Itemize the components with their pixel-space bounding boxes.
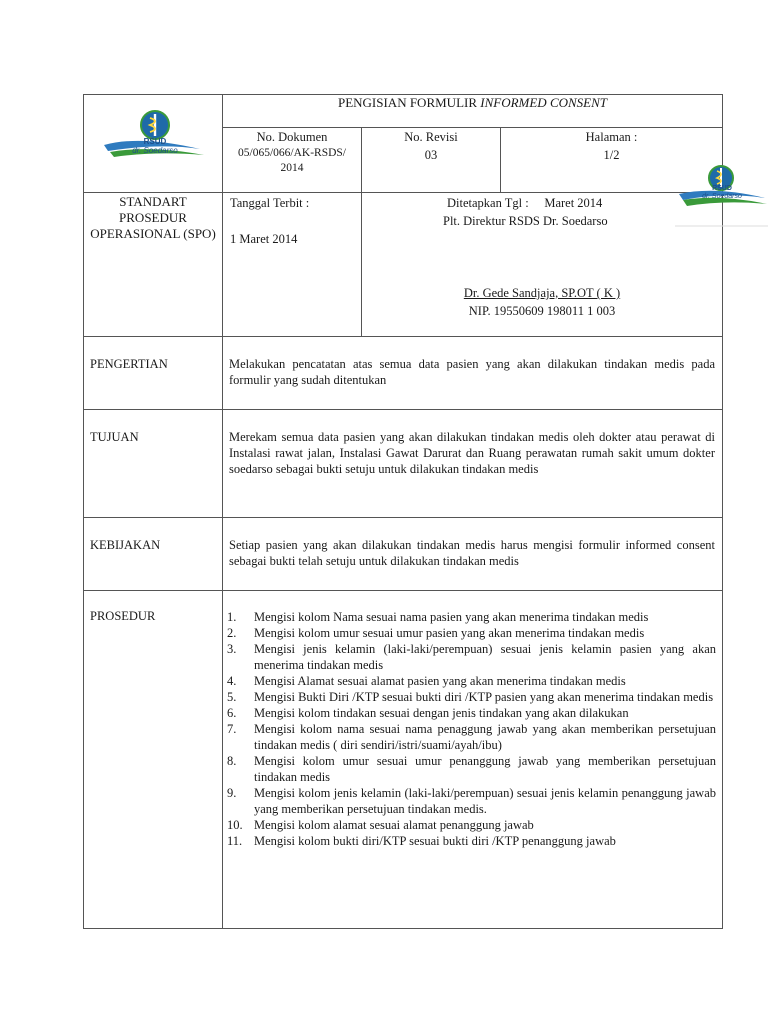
logo-text-top: RSUD (143, 137, 167, 146)
document-title-plain: PENGISIAN FORMULIR (337, 95, 481, 110)
procedure-step-text: Mengisi kolom tindakan sesuai dengan jenis tindakan yang akan dilakukan (254, 706, 629, 720)
revision-label: No. Revisi (404, 130, 458, 144)
section-text-tujuan: Merekam semua data pasien yang akan dilakukan tindakan medis oleh dokter atau perawat di Instalasi rawat jalan, Instalasi Gawat Darurat dan Ruang perawatan rumah sakit umum dokter soedarso sebagai bukti setuju untuk dilakukan tindakan medis (229, 430, 715, 476)
procedure-step-text: Mengisi kolom umur sesuai umur pasien yang akan menerima tindakan medis (254, 626, 645, 640)
row-divider-spo (83, 336, 722, 337)
procedure-step (227, 625, 716, 641)
signer-name: Dr. Gede Sandjaja, SP.OT ( K ) (463, 286, 621, 300)
document-title (223, 95, 722, 111)
hospital-logo (100, 105, 210, 167)
procedure-step (227, 753, 716, 785)
procedure-step (227, 673, 716, 689)
procedure-step (227, 609, 716, 625)
issued-date-label: Tanggal Terbit : (230, 196, 310, 210)
procedure-step (227, 721, 716, 753)
logo-text-bottom: dr. Soedarso (132, 146, 178, 155)
procedure-step-number: 9. (227, 786, 237, 800)
logo-secondary-text-top: RSUD (712, 185, 732, 192)
set-date-label: Ditetapkan Tgl : (447, 196, 529, 210)
section-text-pengertian: Melakukan pencatatan atas semua data pasien yang akan dilakukan tindakan medis pada formulir yang sudah ditentukan (229, 357, 715, 387)
doc-number-label: No. Dokumen (256, 130, 328, 144)
procedure-step (227, 641, 716, 673)
row-divider-kebijakan (83, 590, 722, 591)
set-date-value: Maret 2014 (544, 196, 603, 210)
section-label-kebijakan: KEBIJAKAN (90, 538, 161, 552)
page-label: Halaman : (585, 130, 638, 144)
procedure-step (227, 705, 716, 721)
procedure-step-text: Mengisi Alamat sesuai alamat pasien yang akan menerima tindakan medis (254, 674, 626, 688)
procedure-step-text: Mengisi kolom Nama sesuai nama pasien yang akan menerima tindakan medis (254, 610, 649, 624)
table-border-bottom (83, 928, 722, 929)
section-label-pengertian: PENGERTIAN (90, 357, 168, 371)
section-text-kebijakan: Setiap pasien yang akan dilakukan tindakan medis harus mengisi formulir informed consent sebagai bukti telah setuju untuk dilakukan tindakan medis (229, 538, 715, 568)
page-value: 1/2 (603, 148, 620, 162)
hospital-logo-icon (100, 105, 210, 167)
set-date-row (447, 195, 717, 211)
procedure-step (227, 689, 716, 705)
procedure-step-text: Mengisi kolom alamat sesuai alamat penanggung jawab (254, 818, 534, 832)
procedure-step-number: 2. (227, 626, 237, 640)
procedure-step (227, 817, 716, 833)
column-divider (222, 94, 223, 929)
procedure-step-number: 4. (227, 674, 237, 688)
procedure-step-number: 8. (227, 754, 237, 768)
procedure-step-text: Mengisi kolom jenis kelamin (laki-laki/perempuan) sesuai jenis kelamin penanggung jawab yang memberikan persetujuan tindakan medis. (254, 786, 716, 816)
spo-label: STANDART PROSEDUR OPERASIONAL (SPO) (90, 194, 216, 241)
row-divider-tujuan (83, 517, 722, 518)
logo-secondary-text-bottom: dr. Soedarso (702, 193, 742, 200)
section-label-prosedur: PROSEDUR (90, 609, 156, 623)
procedure-step-text: Mengisi jenis kelamin (laki-laki/perempuan) sesuai jenis kelamin pasien yang akan menerima tindakan medis (254, 642, 716, 672)
issued-date-value: 1 Maret 2014 (230, 232, 298, 246)
set-by: Plt. Direktur RSDS Dr. Soedarso (443, 214, 608, 228)
row-divider-pengertian (83, 409, 722, 410)
revision-value: 03 (424, 148, 438, 162)
signer-nip: NIP. 19550609 198011 1 003 (468, 304, 616, 318)
procedure-step-number: 7. (227, 722, 237, 736)
procedure-step-text: Mengisi Bukti Diri /KTP sesuai bukti diri /KTP pasien yang akan menerima tindakan medis (254, 690, 714, 704)
document-title-italic: INFORMED CONSENT (480, 95, 608, 110)
procedure-step-text: Mengisi kolom nama sesuai nama penaggung jawab yang akan memberikan persetujuan tindakan medis ( diri sendiri/istri/suami/ayah/ibu) (254, 722, 716, 752)
procedure-step (227, 785, 716, 817)
procedure-step-number: 5. (227, 690, 237, 704)
procedure-list (227, 609, 716, 849)
doc-number-value: 05/065/066/AK-RSDS/2014 (238, 147, 346, 174)
procedure-step (227, 833, 716, 849)
procedure-step-number: 6. (227, 706, 237, 720)
section-label-tujuan: TUJUAN (90, 430, 139, 444)
procedure-step-number: 11. (227, 834, 243, 848)
header-meta-divider (83, 192, 722, 193)
procedure-list-container (227, 609, 716, 927)
procedure-step-number: 10. (227, 818, 243, 832)
procedure-step-number: 1. (227, 610, 237, 624)
procedure-step-text: Mengisi kolom umur sesuai umur penanggung jawab yang memberikan persetujuan tindakan medis (254, 754, 716, 784)
procedure-step-number: 3. (227, 642, 237, 656)
header-title-divider (222, 127, 722, 128)
procedure-step-text: Mengisi kolom bukti diri/KTP sesuai bukti diri /KTP penanggung jawab (254, 834, 616, 848)
